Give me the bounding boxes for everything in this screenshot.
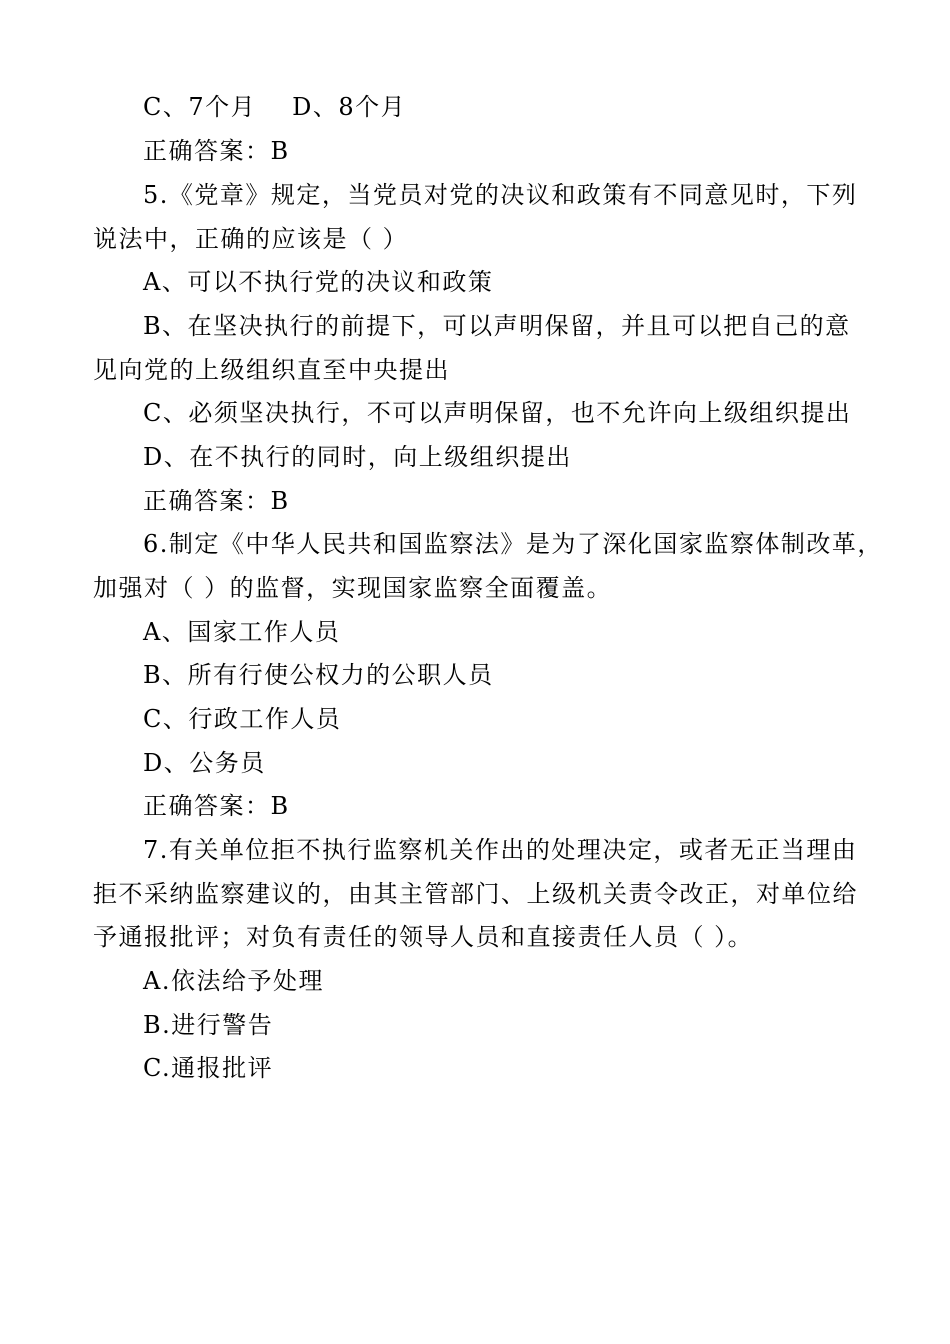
- question-6-line-1: 6.制定《中华人民共和国监察法》是为了深化国家监察体制改革，: [143, 530, 883, 558]
- option-c-d-row: [143, 92, 406, 122]
- option-b: B.进行警告: [143, 1011, 274, 1039]
- option-d: D、在不执行的同时，向上级组织提出: [143, 443, 572, 471]
- option-d: D、8个月: [292, 93, 407, 121]
- option-b: B、所有行使公权力的公职人员: [143, 661, 494, 689]
- option-b-line-2: 见向党的上级组织直至中央提出: [93, 356, 450, 384]
- question-5-line-2: 说法中，正确的应该是（ ）: [93, 225, 409, 253]
- question-7-line-1: 7.有关单位拒不执行监察机关作出的处理决定，或者无正当理由: [143, 836, 858, 864]
- option-b-line-1: B、在坚决执行的前提下，可以声明保留，并且可以把自己的意: [143, 312, 851, 340]
- option-c: C、7个月: [143, 93, 257, 121]
- question-6-line-2: 加强对（ ）的监督，实现国家监察全面覆盖。: [93, 574, 613, 602]
- answer-line: 正确答案：B: [143, 792, 290, 820]
- option-c: C.通报批评: [143, 1054, 274, 1082]
- question-7-line-3: 予通报批评；对负有责任的领导人员和直接责任人员（ ）。: [93, 923, 754, 951]
- answer-line: 正确答案：B: [143, 137, 290, 165]
- option-a: A.依法给予处理: [143, 967, 324, 995]
- option-c: C、行政工作人员: [143, 705, 342, 733]
- question-7-line-2: 拒不采纳监察建议的，由其主管部门、上级机关责令改正，对单位给: [93, 880, 858, 908]
- option-c: C、必须坚决执行，不可以声明保留，也不允许向上级组织提出: [143, 399, 852, 427]
- question-5-line-1: 5.《党章》规定，当党员对党的决议和政策有不同意见时，下列: [143, 181, 858, 209]
- option-a: A、国家工作人员: [143, 618, 341, 646]
- answer-line: 正确答案：B: [143, 487, 290, 515]
- option-d: D、公务员: [143, 749, 266, 777]
- option-a: A、可以不执行党的决议和政策: [143, 268, 494, 296]
